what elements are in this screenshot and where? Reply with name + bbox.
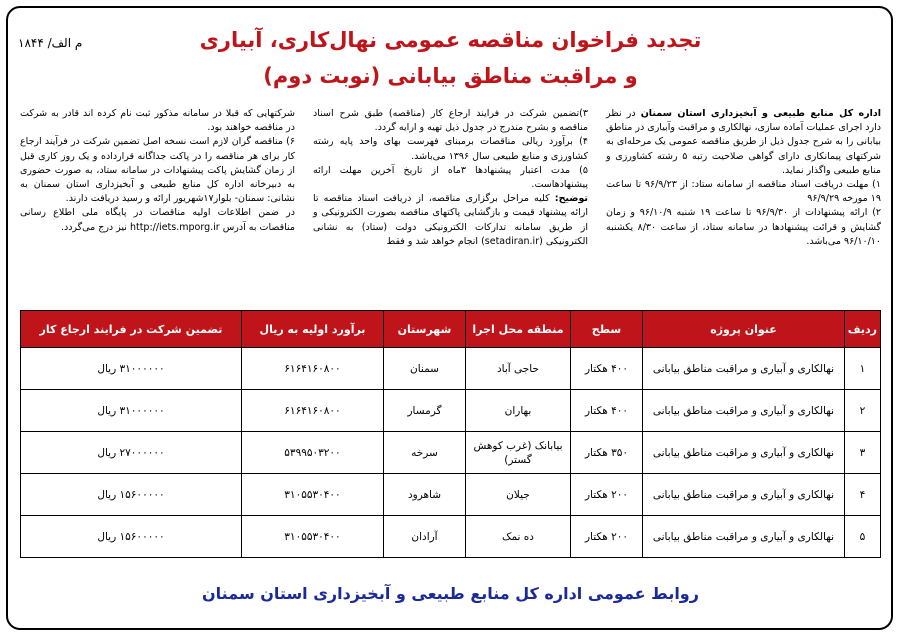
title-line-1: تجدید فراخوان مناقصه عمومی نهال‌کاری، آبیاری	[199, 28, 702, 52]
project-title: نهالکاری و آبیاری و مراقبت مناطق بیابانی	[643, 348, 845, 390]
guarantee: ۱۵۶۰۰۰۰۰ ریال	[21, 474, 242, 516]
table-row	[21, 516, 881, 558]
note-label: توضیح:	[554, 193, 588, 205]
header-row-number: ردیف	[845, 311, 881, 348]
area: ۲۰۰ هکتار	[571, 474, 643, 516]
clause-2: ۲) ارائه پیشنهادات از ۹۶/۹/۳۰ تا ساعت ۱۹ شنبه ۹۶/۱۰/۹ و زمان گشایش و قرائت پیشنهادها در سامانه ستاد، از ساعت ۸/۳۰ یکشنبه ۹۶/۱۰/۱۰ می‌باشد.	[606, 207, 882, 247]
guarantee: ۱۵۶۰۰۰۰۰ ریال	[21, 516, 242, 558]
estimate: ۳۱۰۵۵۳۰۴۰۰	[242, 516, 384, 558]
clause-4: ۴) برآورد ریالی مناقصات برمبنای فهرست بهای واحد پایه رشته کشاورزی و منابع طبیعی سال ۱۳۹۶ می‌باشد.	[313, 136, 588, 162]
area: ۴۰۰ هکتار	[571, 390, 643, 432]
body-column-right	[606, 107, 881, 249]
location: حاجی آباد	[466, 348, 571, 390]
location: جیلان	[466, 474, 571, 516]
clause-6: ۶) مناقصه گران لازم است نسخه اصل تضمین شرکت در فرآیند ارجاع کار برای هر مناقصه را در پاکت جداگانه قرارداده و یک روز کاری قبل از زمان گشایش پاکت پیشنهادات در سامانه ستاد، به صورت حضوری به دبیرخانه اداره کل منابع طبیعی و آبخیزداری استان سمنان به نشانی: سمنان- بلوار۱۷شهریور ارائه و رسید دریافت دارند.	[20, 136, 295, 205]
project-title: نهالکاری و آبیاری و مراقبت مناطق بیابانی	[643, 432, 845, 474]
location: بهاران	[466, 390, 571, 432]
guarantee: ۲۷۰۰۰۰۰۰ ریال	[21, 432, 242, 474]
county: گرمسار	[384, 390, 466, 432]
header-area: سطح	[571, 311, 643, 348]
row-number: ۲	[845, 390, 881, 432]
body-column-left	[20, 107, 295, 235]
table-row	[21, 474, 881, 516]
clause-1: ۱) مهلت دریافت اسناد مناقصه از سامانه ستاد: از ۹۶/۹/۲۳ تا ساعت ۱۹ مورخه ۹۶/۹/۲۹	[606, 179, 882, 205]
project-title: نهالکاری و آبیاری و مراقبت مناطق بیابانی	[643, 474, 845, 516]
row-number: ۳	[845, 432, 881, 474]
intro-text: در نظر دارد اجرای عملیات آماده سازی، نهالکاری و مراقبت وآبیاری در مناطق بیابانی را به شرح جدول ذیل از طریق مناقصه عمومی یک مرحله‌ای به شرکتهای پیمانکاری دارای گواهی صلاحیت رتبه ۵ رشته کشاورزی و منابع طبیعی واگذار نماید.	[606, 108, 881, 176]
project-title: نهالکاری و آبیاری و مراقبت مناطق بیابانی	[643, 390, 845, 432]
area: ۴۰۰ هکتار	[571, 348, 643, 390]
body-text	[20, 107, 881, 302]
footer-public-relations: روابط عمومی اداره کل منابع طبیعی و آبخیزداری استان سمنان	[202, 584, 699, 603]
body-column-middle	[313, 107, 588, 249]
estimate: ۶۱۶۴۱۶۰۸۰۰	[242, 348, 384, 390]
header-location: منطقه محل اجرا	[466, 311, 571, 348]
note-text: کلیه مراحل برگزاری مناقصه، از دریافت اسناد مناقصه تا ارائه پیشنهاد قیمت و بازگشایی پاکتهای مناقصه بصورت الکترونیکی و از طریق سامانه تدارکات الکترونیکی دولت (ستاد) به نشانی الکترونیکی (setadiran.ir) انجام خواهد شد و فقط	[313, 193, 588, 247]
reference-number: م الف/ ۱۸۴۴	[18, 36, 83, 50]
header-project-title: عنوان پروژه	[643, 311, 845, 348]
header-guarantee: تضمین شرکت در فرایند ارجاع کار	[21, 311, 242, 348]
county: آرادان	[384, 516, 466, 558]
location: ده نمک	[466, 516, 571, 558]
header-county: شهرستان	[384, 311, 466, 348]
area: ۲۰۰ هکتار	[571, 516, 643, 558]
header-estimate: برآورد اولیه به ریال	[242, 311, 384, 348]
area: ۳۵۰ هکتار	[571, 432, 643, 474]
county: سرخه	[384, 432, 466, 474]
table-row	[21, 390, 881, 432]
projects-table	[20, 310, 881, 558]
website-note: در ضمن اطلاعات اولیه مناقصات در پایگاه ملی اطلاع رسانی مناقصات به آدرس http://iets.mporg.ir نیز درج می‌گردد.	[20, 207, 295, 233]
table-header-row	[21, 311, 881, 348]
project-title: نهالکاری و آبیاری و مراقبت مناطق بیابانی	[643, 516, 845, 558]
clause-5: ۵) مدت اعتبار پیشنهادها ۳ماه از تاریخ آخرین مهلت ارائه پیشنهادهاست.	[313, 164, 588, 191]
row-number: ۱	[845, 348, 881, 390]
estimate: ۵۳۹۹۵۰۳۲۰۰	[242, 432, 384, 474]
title-line-2: و مراقبت مناطق بیابانی (نوبت دوم)	[263, 64, 638, 88]
row-number: ۵	[845, 516, 881, 558]
table-row	[21, 348, 881, 390]
table-row	[21, 432, 881, 474]
guarantee: ۳۱۰۰۰۰۰۰ ریال	[21, 390, 242, 432]
agency-name: اداره کل منابع طبیعی و آبخیزداری استان سمنان	[640, 108, 881, 119]
county: شاهرود	[384, 474, 466, 516]
location: بیابانک (غرب کوهش گستر)	[466, 432, 571, 474]
guarantee: ۳۱۰۰۰۰۰۰ ریال	[21, 348, 242, 390]
county: سمنان	[384, 348, 466, 390]
row-number: ۴	[845, 474, 881, 516]
continued-text: شرکتهایی که قبلا در سامانه مذکور ثبت نام کرده اند قادر به شرکت در مناقصه خواهند بود.	[20, 108, 295, 134]
clause-3: ۳)تضمین شرکت در فرایند ارجاع کار (مناقصه) طبق شرح اسناد مناقصه و بشرح مندرج در جدول ذیل تهیه و ارایه گردد.	[313, 108, 588, 134]
estimate: ۶۱۶۴۱۶۰۸۰۰	[242, 390, 384, 432]
estimate: ۳۱۰۵۵۳۰۴۰۰	[242, 474, 384, 516]
